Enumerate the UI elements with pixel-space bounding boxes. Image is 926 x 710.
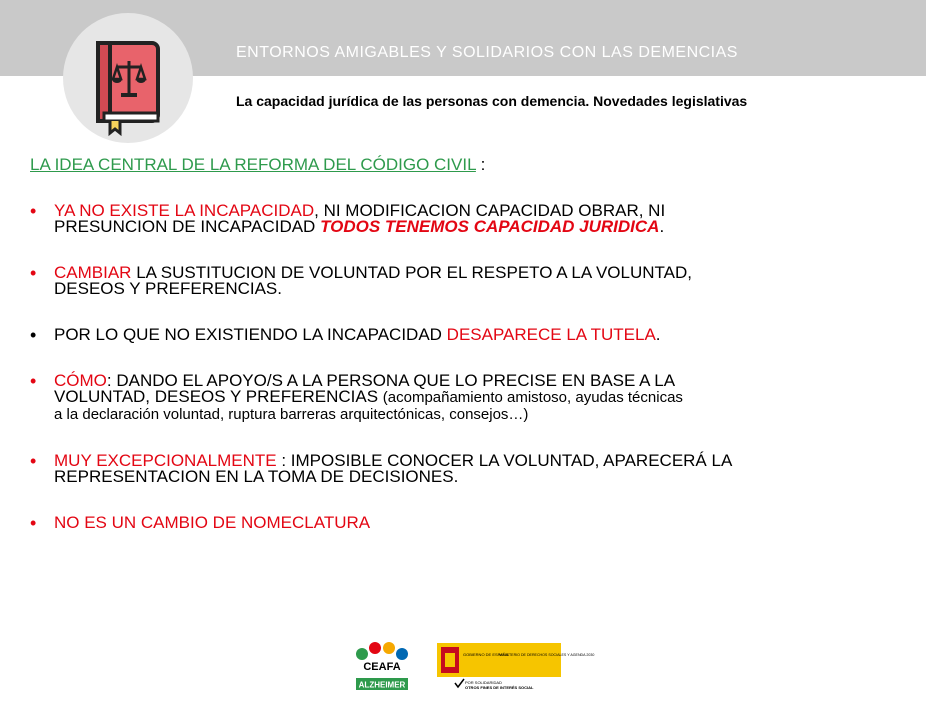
list-item <box>30 515 910 531</box>
bullet-text: . <box>659 217 665 236</box>
gov-bottom-text-2: OTROS FINES DE INTERÉS SOCIAL <box>465 685 534 690</box>
bullet-red-text: DESAPARECE LA TUTELA <box>446 325 656 344</box>
gov-bottom-text-1: POR SOLIDARIDAD <box>465 680 502 685</box>
list-item <box>30 327 910 343</box>
bullet-text: REPRESENTACION EN LA TOMA DE DECISIONES. <box>54 467 459 486</box>
bullet-list <box>30 203 910 531</box>
law-book-icon <box>63 13 193 143</box>
list-item <box>30 203 910 235</box>
intro-line <box>30 155 485 175</box>
bullet-text: . <box>655 325 661 344</box>
bullet-red-text: CÓMO <box>54 371 107 390</box>
bullet-text: PRESUNCION DE INCAPACIDAD <box>54 217 321 236</box>
bullet-text: : DANDO EL APOYO/S A LA PERSONA QUE LO PRECISE EN BASE A LA <box>106 371 676 390</box>
gobierno-logo <box>437 643 595 691</box>
reform-link[interactable]: LA IDEA CENTRAL DE LA REFORMA DEL CÓDIGO CIVIL <box>30 155 476 174</box>
bullet-red-text: MUY EXCEPCIONALMENTE <box>54 451 282 470</box>
bullet-dot: • <box>30 371 37 391</box>
bullet-dot: • <box>30 263 37 283</box>
gov-left-text: GOBIERNO DE ESPAÑA <box>463 652 509 657</box>
bullet-emphasis: TODOS TENEMOS CAPACIDAD JURIDICA <box>320 217 660 236</box>
bullet-red-text: NO ES UN CAMBIO DE NOMECLATURA <box>54 513 371 532</box>
ceafa-logo <box>353 640 411 692</box>
gov-right-text: MINISTERIO DE DERECHOS SOCIALES Y AGENDA 2030 <box>499 653 595 657</box>
list-item <box>30 265 910 297</box>
bullet-text: DESEOS Y PREFERENCIAS. <box>54 279 282 298</box>
alzheimer-label: ALZHEIMER <box>358 680 406 690</box>
list-item <box>30 373 910 423</box>
bullet-red-text: CAMBIAR <box>54 263 132 282</box>
bullet-dot: • <box>30 513 37 533</box>
intro-suffix: : <box>475 155 486 174</box>
bullet-red-text: YA NO EXISTE LA INCAPACIDAD <box>54 201 315 220</box>
bullet-text: , NI MODIFICACION CAPACIDAD OBRAR, NI <box>314 201 666 220</box>
header-subtitle: La capacidad jurídica de las personas con demencia. Novedades legislativas <box>236 93 748 109</box>
ceafa-label: CEAFA <box>363 661 401 673</box>
bullet-dot: • <box>30 201 37 221</box>
bullet-text: : IMPOSIBLE CONOCER LA VOLUNTAD, APARECERÁ LA <box>281 451 733 470</box>
icon-circle <box>63 13 193 143</box>
bullet-small-text: a la declaración voluntad, ruptura barreras arquitectónicas, consejos…) <box>54 406 529 423</box>
bullet-dot: • <box>30 451 37 471</box>
list-item <box>30 453 910 485</box>
bullet-text: VOLUNTAD, DESEOS Y PREFERENCIAS <box>54 387 383 406</box>
bullet-text: LA SUSTITUCION DE VOLUNTAD POR EL RESPETO A LA VOLUNTAD, <box>131 263 692 282</box>
bullet-dot: • <box>30 325 37 345</box>
header-title: ENTORNOS AMIGABLES Y SOLIDARIOS CON LAS DEMENCIAS <box>236 44 738 61</box>
bullet-text: POR LO QUE NO EXISTIENDO LA INCAPACIDAD <box>54 325 447 344</box>
bullet-small-text: (acompañamiento amistoso, ayudas técnicas <box>382 389 683 406</box>
